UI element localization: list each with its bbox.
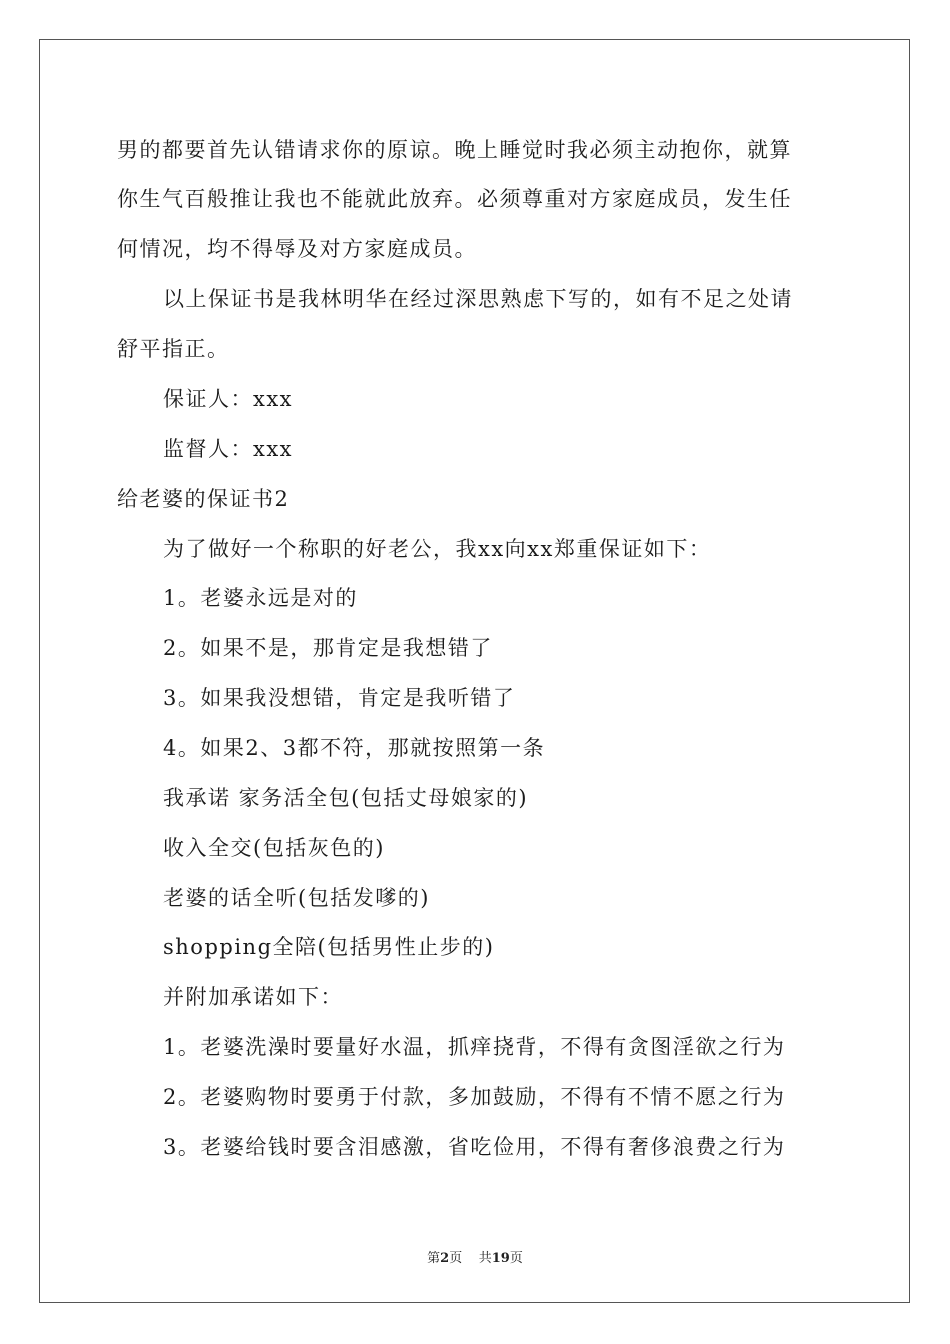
guarantor-line: 保证人：xxx [163,387,294,411]
promise-line: 老婆的话全听(包括发嗲的) [163,886,430,910]
paragraph-line: 以上保证书是我林明华在经过深思熟虑下写的，如有不足之处请 [163,287,793,311]
promise-line: 收入全交(包括灰色的) [163,836,385,860]
paragraph-line: 为了做好一个称职的好老公，我xx向xx郑重保证如下： [163,537,712,561]
page-number: 2 [440,1251,450,1266]
paragraph-line: 何情况，均不得辱及对方家庭成员。 [117,237,477,261]
list-item: 1。老婆永远是对的 [163,586,358,610]
page-border [39,39,910,1303]
promise-line: 我承诺 家务活全包(包括丈母娘家的) [163,786,529,810]
total-prefix: 共 [478,1251,492,1266]
list-item: 3。如果我没想错，肯定是我听错了 [163,686,516,710]
total-suffix: 页 [509,1251,523,1266]
total-pages: 19 [491,1251,510,1266]
paragraph-line: 舒平指正。 [117,337,230,361]
list-item: 3。老婆给钱时要含泪感激，省吃俭用，不得有奢侈浪费之行为 [163,1135,786,1159]
promise-line: shopping全陪(包括男性止步的) [163,935,495,959]
page-footer [0,1247,950,1266]
list-item: 2。老婆购物时要勇于付款，多加鼓励，不得有不情不愿之行为 [163,1085,786,1109]
paragraph-line: 你生气百般推让我也不能就此放弃。必须尊重对方家庭成员，发生任 [117,187,792,211]
list-item: 1。老婆洗澡时要量好水温，抓痒挠背，不得有贪图淫欲之行为 [163,1035,786,1059]
supervisor-line: 监督人：xxx [163,437,294,461]
page-suffix: 页 [449,1251,463,1266]
paragraph-line: 并附加承诺如下： [163,985,343,1009]
paragraph-line: 男的都要首先认错请求你的原谅。晚上睡觉时我必须主动抱你，就算 [117,138,792,162]
list-item: 4。如果2、3都不符，那就按照第一条 [163,736,546,760]
page-prefix: 第 [427,1251,441,1266]
section-title: 给老婆的保证书2 [117,487,290,511]
list-item: 2。如果不是，那肯定是我想错了 [163,636,493,660]
